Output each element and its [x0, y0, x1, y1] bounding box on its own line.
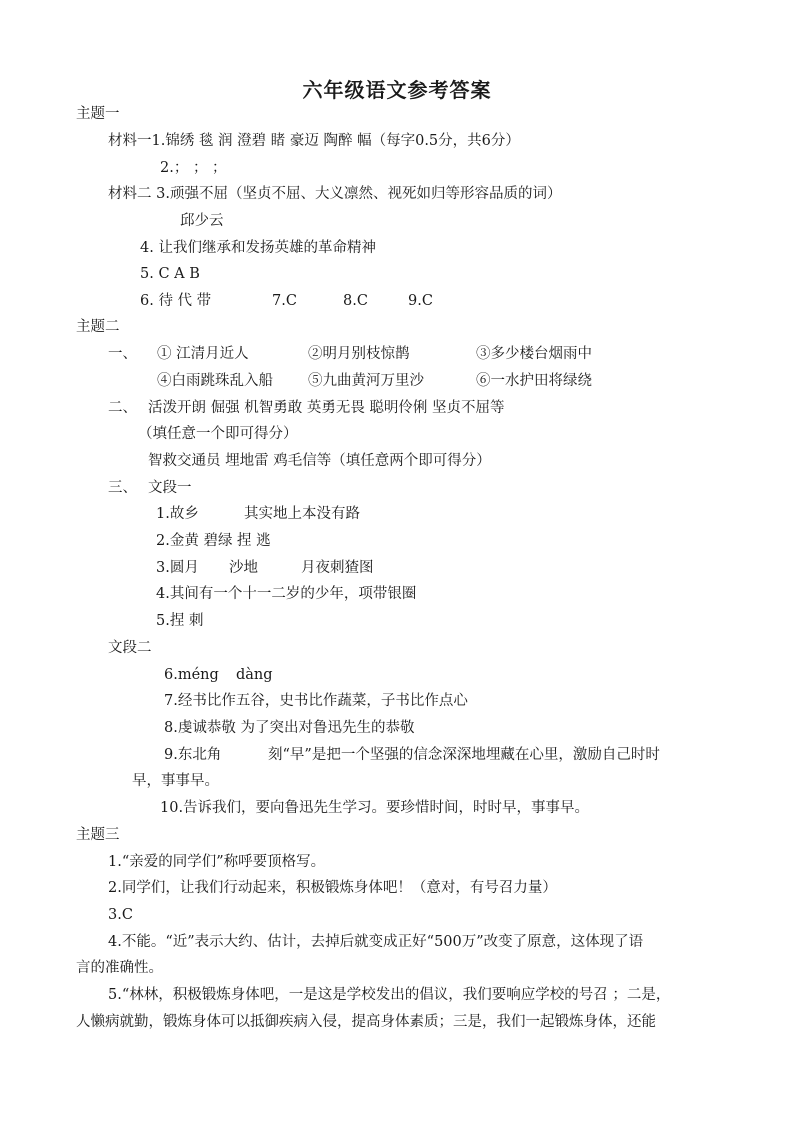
poem-answer-2: ②明月别枝惊鹊	[308, 346, 410, 362]
material1-line1	[108, 131, 520, 151]
topic3-q3: 3.C	[108, 907, 133, 923]
document-title: 六年级语文参考答案	[302, 78, 492, 102]
material2-line1	[108, 184, 561, 204]
section2-note: （填任意一个即可得分）	[138, 426, 298, 442]
answer-q7: 7.C	[272, 293, 297, 309]
topic2-heading: 主题二	[76, 319, 120, 335]
section1-label: 一、	[108, 346, 137, 362]
topic3-q5: 5.“林林，积极锻炼身体吧，一是这是学校发出的倡议，我们要响应学校的号召 ；二是，	[108, 987, 671, 1003]
passage1-q5: 5.捏 刺	[156, 613, 204, 629]
passage1-q4: 4.其间有一个十一二岁的少年，项带银圈	[156, 586, 417, 602]
topic3-q5-cont: 人懒病就勤，锻炼身体可以抵御疾病入侵，提高身体素质；三是，我们一起锻炼身体，还能	[76, 1014, 656, 1030]
topic3-heading: 主题三	[76, 827, 120, 843]
passage2-q6: 6.méng	[164, 667, 219, 683]
answer-q3: 3.顽强不屈（坚贞不屈、大义凛然、视死如归等形容品质的词）	[156, 186, 562, 202]
passage1-q3: 3.圆月	[156, 560, 199, 576]
topic3-q4: 4.不能。“近”表示大约、估计，去掉后就变成正好“500万”改变了原意，这体现了语	[108, 934, 644, 950]
poem-answer-3: ③多少楼台烟雨中	[476, 346, 592, 362]
answer-q4: 4. 让我们继承和发扬英雄的革命精神	[140, 240, 376, 256]
answer-q9: 9.C	[408, 293, 433, 309]
section3-label: 三、	[108, 480, 137, 496]
topic3-q2: 2.同学们，让我们行动起来，积极锻炼身体吧！（意对，有号召力量）	[108, 880, 557, 896]
passage2-q6-b: dàng	[236, 667, 273, 683]
passage1-q1: 1.故乡	[156, 506, 199, 522]
topic3-q1: 1.“亲爱的同学们”称呼要顶格写。	[108, 854, 326, 870]
passage2-q10: 10.告诉我们，要向鲁迅先生学习。要珍惜时间，时时早，事事早。	[160, 800, 590, 816]
answer-q3-name: 邱少云	[180, 213, 224, 229]
passage1-q3-b: 沙地	[229, 560, 258, 576]
passage1-q2: 2.金黄 碧绿 捏 逃	[156, 533, 271, 549]
answer-q8: 8.C	[343, 293, 368, 309]
passage2-q9: 9.东北角	[164, 747, 222, 763]
answer-q6: 6. 待 代 带	[140, 293, 212, 309]
passage1-q3-c: 月夜刺猹图	[301, 560, 374, 576]
topic3-q4-cont: 言的准确性。	[76, 960, 163, 976]
passage2-q8: 8.虔诚恭敬 为了突出对鲁迅先生的恭敬	[164, 720, 415, 736]
answer-q5: 5. C A B	[140, 266, 200, 282]
material1-label: 材料一	[108, 133, 152, 149]
passage1-q1-b: 其实地上本没有路	[244, 506, 360, 522]
passage2-q7: 7.经书比作五谷，史书比作蔬菜，子书比作点心	[164, 693, 468, 709]
passage1-title: 文段一	[148, 480, 192, 496]
poem-answer-4: ④白雨跳珠乱入船	[157, 373, 273, 389]
answer-q2: 2.； ； ；	[160, 160, 227, 176]
section2-answer-2: 智救交通员 埋地雷 鸡毛信等（填任意两个即可得分）	[148, 453, 491, 469]
passage2-q9-c: 早，事事早。	[132, 773, 219, 789]
poem-answer-1: ① 江清月近人	[157, 346, 249, 362]
section2-label: 二、	[108, 400, 137, 416]
topic1-heading: 主题一	[76, 106, 120, 122]
poem-answer-5: ⑤九曲黄河万里沙	[308, 373, 424, 389]
section2-answer: 活泼开朗 倔强 机智勇敢 英勇无畏 聪明伶俐 坚贞不屈等	[148, 400, 505, 416]
passage2-q9-b: 刻“早”是把一个坚强的信念深深地埋藏在心里，激励自己时时	[268, 747, 660, 763]
passage2-title: 文段二	[108, 640, 152, 656]
poem-answer-6: ⑥一水护田将绿绕	[476, 373, 592, 389]
answer-q1: 1.锦绣 毯 润 澄碧 睹 豪迈 陶醉 幅（每字0.5分，共6分）	[151, 133, 520, 149]
material2-label: 材料二	[108, 186, 152, 202]
